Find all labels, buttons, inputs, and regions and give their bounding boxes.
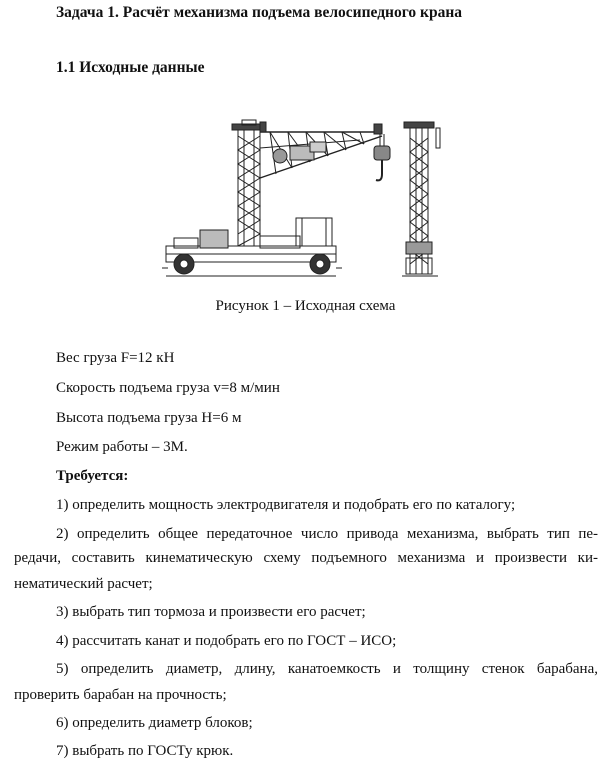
given-mode: Режим работы – 3М. <box>56 439 188 455</box>
tower-side-view <box>402 122 440 276</box>
required-heading: Требуется: <box>56 468 129 484</box>
jib <box>260 122 382 178</box>
task-7: 7) выбрать по ГОСТу крюк. <box>56 743 234 759</box>
task-5-line-2: проверить барабан на прочность; <box>14 687 227 703</box>
crane-schematic-figure <box>160 118 450 286</box>
task-6: 6) определить диаметр блоков; <box>56 715 253 731</box>
crane-drawing <box>160 118 450 286</box>
task-2-line-3: нематический расчет; <box>14 576 153 592</box>
document-title: Задача 1. Расчёт механизма подъема велосипедного крана <box>56 4 462 21</box>
figure-caption: Рисунок 1 – Исходная схема <box>215 298 396 314</box>
hook <box>374 134 390 180</box>
given-weight: Вес груза F=12 кН <box>56 350 175 366</box>
task-3: 3) выбрать тип тормоза и произвести его расчет; <box>56 604 366 620</box>
task-1: 1) определить мощность электродвигателя и подобрать его по каталогу; <box>56 497 516 513</box>
task-5-line-1: 5) определить диаметр, длину, канатоемкость и толщину стенок барабана, <box>56 661 598 677</box>
base-trolley <box>162 218 342 276</box>
given-speed: Скорость подъема груза v=8 м/мин <box>56 380 280 396</box>
section-heading: 1.1 Исходные данные <box>56 59 205 76</box>
task-4: 4) рассчитать канат и подобрать его по ГОСТ – ИСО; <box>56 633 397 649</box>
task-2-line-1: 2) определить общее передаточное число привода механизма, выбрать тип пе- <box>56 526 598 542</box>
tower-left <box>232 120 266 246</box>
given-height: Высота подъема груза H=6 м <box>56 410 242 426</box>
task-2-line-2: редачи, составить кинематическую схему подъемного механизма и произвести ки- <box>14 550 598 566</box>
